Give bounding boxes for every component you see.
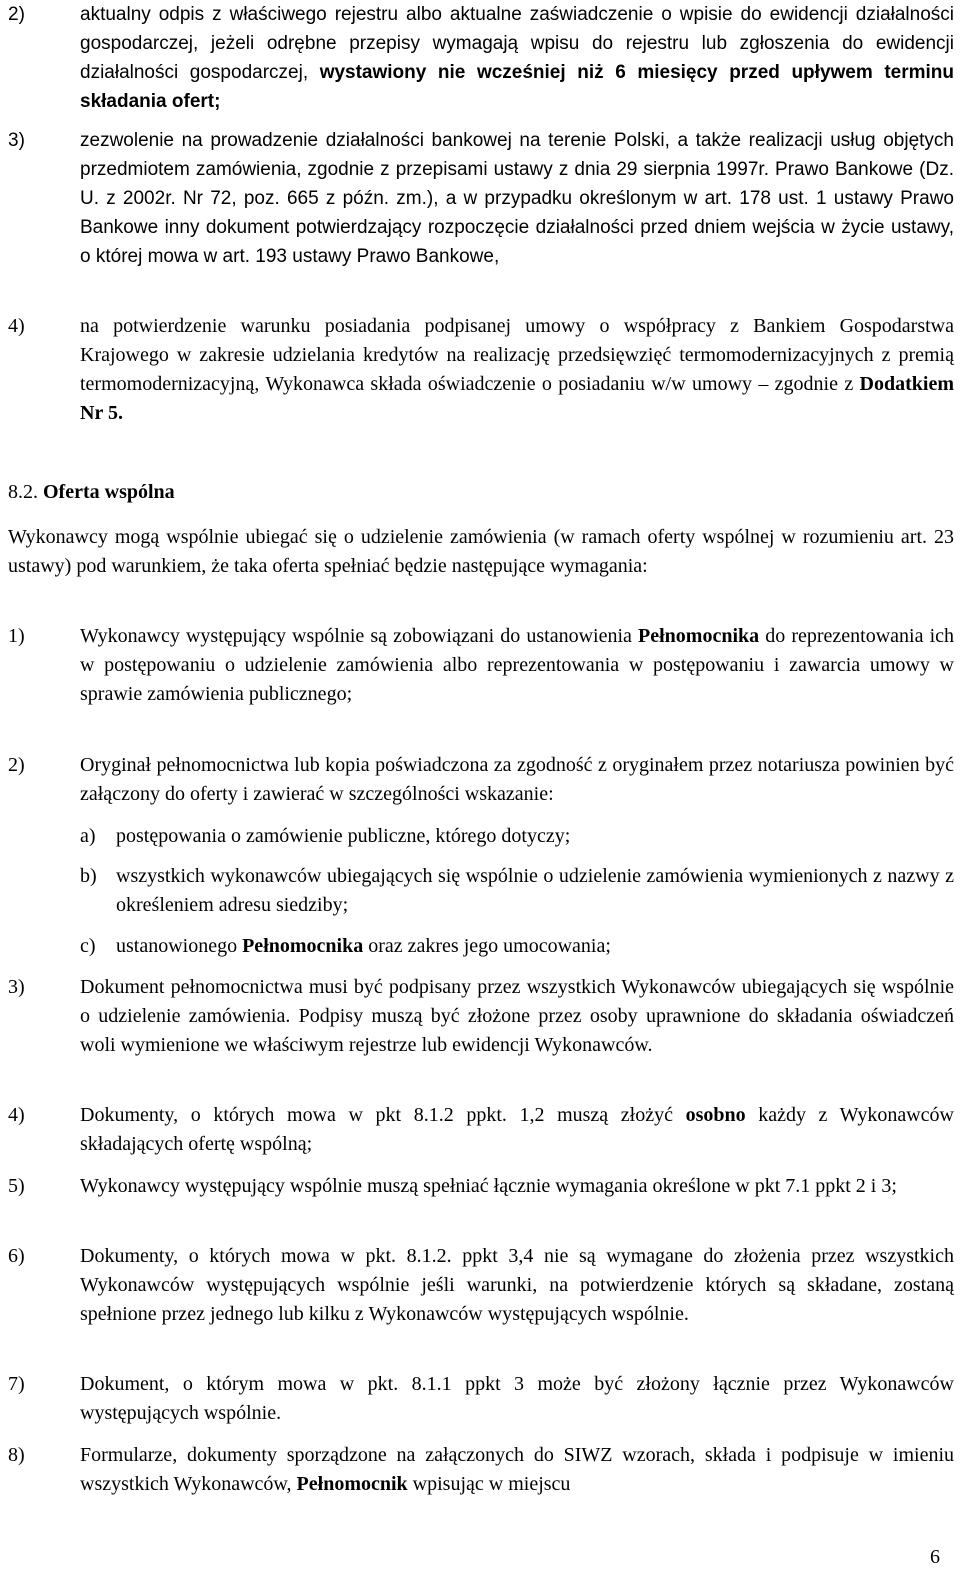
text-run: aktualny odpis z właściwego rejestru albo aktualne zaświadczenie o wpisie do ewidencji działalności gospodarczej, jeżeli odrębne przepisy wymagają wpisu do rejestru lub zgłoszenia do ewidencji działalności gospodarczej, bbox=[80, 4, 954, 83]
list-item-7 bbox=[8, 1370, 954, 1428]
sub-item-text bbox=[116, 932, 954, 961]
item-text: Dokument, o którym mowa w pkt. 8.1.1 ppkt 3 może być złożony łącznie przez Wykonawców występujących wspólnie. bbox=[80, 1373, 954, 1424]
item-text: Wykonawcy występujący wspólnie muszą spełniać łącznie wymagania określone w pkt 7.1 ppkt 2 i 3; bbox=[80, 1175, 897, 1197]
text-run: Formularze, dokumenty sporządzone na załączonych do SIWZ wzorach, składa i podpisuje w imieniu wszystkich Wykonawców, bbox=[80, 1444, 954, 1495]
item-number: 8) bbox=[8, 1444, 25, 1466]
item-text: Dokumenty, o których mowa w pkt. 8.1.2. ppkt 3,4 nie są wymagane do złożenia przez wszystkich Wykonawców występujących wspólnie jeśli warunki, na potwierdzenie których są składane, zostaną spełnione przez jednego lub kilku z Wykonawców występujących wspólnie. bbox=[80, 1245, 954, 1325]
text-run: do reprezentowania ich w postępowaniu o udzielenie zamówienia albo reprezentowania w postępowaniu i zawarcia umowy w sprawie zamówienia publicznego; bbox=[80, 625, 955, 705]
text-run: oraz zakres jego umocowania; bbox=[363, 935, 611, 957]
item-text bbox=[80, 0, 954, 116]
list-item-4-top bbox=[8, 312, 954, 428]
text-run-bold: Pełnomocnika bbox=[638, 625, 760, 647]
text-run: Dokumenty, o których mowa w pkt 8.1.2 ppkt. 1,2 muszą złożyć bbox=[80, 1104, 686, 1126]
item-number: 2) bbox=[8, 4, 25, 25]
item-text bbox=[80, 312, 954, 428]
list-item-2 bbox=[8, 751, 954, 809]
list-item-3 bbox=[8, 973, 954, 1060]
sub-item-text: postępowania o zamówienie publiczne, którego dotyczy; bbox=[116, 825, 571, 847]
item-number: 3) bbox=[8, 130, 25, 151]
text-run-bold: wystawiony nie wcześniej niż 6 miesięcy przed upływem terminu składania ofert; bbox=[80, 62, 955, 112]
item-number: 3) bbox=[8, 976, 25, 998]
text-run-bold: osobno bbox=[685, 1104, 746, 1126]
text-run: Wykonawcy występujący wspólnie są zobowiązani do ustanowienia bbox=[80, 625, 639, 647]
text-run: ustanowionego bbox=[116, 935, 243, 957]
item-number: 7) bbox=[8, 1373, 25, 1395]
text-run-bold: Dodatkiem Nr 5. bbox=[80, 373, 954, 424]
item-number: 4) bbox=[8, 315, 25, 337]
item-text bbox=[80, 622, 954, 709]
list-item-1 bbox=[8, 622, 954, 709]
item-number: 4) bbox=[8, 1104, 25, 1126]
page-number: 6 bbox=[930, 1546, 940, 1568]
list-item-3-top bbox=[8, 126, 954, 271]
item-text: Oryginał pełnomocnictwa lub kopia poświadczona za zgodność z oryginałem przez notariusza powinien być załączony do oferty i zawierać w szczególności wskazanie: bbox=[80, 754, 954, 805]
item-number: 5) bbox=[8, 1175, 25, 1197]
text-run-bold: Pełnomocnik bbox=[296, 1473, 408, 1495]
sub-item-a bbox=[80, 822, 954, 851]
item-number: 1) bbox=[8, 625, 25, 647]
item-number: 2) bbox=[8, 754, 25, 776]
sub-item-letter: a) bbox=[80, 825, 96, 847]
list-item-2-top bbox=[8, 0, 954, 116]
sub-item-b bbox=[80, 862, 954, 920]
sub-item-letter: b) bbox=[80, 865, 97, 887]
list-item-5 bbox=[8, 1172, 954, 1201]
section-intro: Wykonawcy mogą wspólnie ubiegać się o udzielenie zamówienia (w ramach oferty wspólnej w rozumieniu art. 23 ustawy) pod warunkiem, że taka oferta spełniać będzie następujące wymagania: bbox=[8, 526, 954, 577]
item-number: 6) bbox=[8, 1245, 25, 1267]
list-item-6 bbox=[8, 1242, 954, 1329]
text-run: na potwierdzenie warunku posiadania podpisanej umowy o współpracy z Bankiem Gospodarstwa Krajowego w zakresie udzielania kredytów na realizację przedsięwzięć termomodernizacyjnych z premią termomodernizacyjną, Wykonawca składa oświadczenie o posiadaniu w/w umowy – zgodnie z bbox=[80, 315, 954, 395]
sub-item-letter: c) bbox=[80, 935, 96, 957]
item-text: Dokument pełnomocnictwa musi być podpisany przez wszystkich Wykonawców ubiegających się wspólnie o udzielenie zamówienia. Podpisy muszą być złożone przez osoby uprawnione do składania oświadczeń woli wymienione we właściwym rejestrze lub ewidencji Wykonawców. bbox=[80, 976, 954, 1056]
section-number: 8.2. bbox=[8, 481, 38, 503]
text-run: każdy z Wykonawców składających ofertę wspólną; bbox=[80, 1104, 954, 1155]
item-text bbox=[80, 1101, 954, 1159]
list-item-4 bbox=[8, 1101, 954, 1159]
list-item-8 bbox=[8, 1441, 954, 1499]
text-run-bold: Pełnomocnika bbox=[242, 935, 364, 957]
sub-item-text: wszystkich wykonawców ubiegających się wspólnie o udzielenie zamówienia wymienionych z nazwy z określeniem adresu siedziby; bbox=[116, 865, 954, 916]
text-run: wpisując w miejscu bbox=[407, 1473, 571, 1495]
item-text: zezwolenie na prowadzenie działalności bankowej na terenie Polski, a także realizacji usług objętych przedmiotem zamówienia, zgodnie z przepisami ustawy z dnia 29 sierpnia 1997r. Prawo Bankowe (Dz. U. z 2002r. Nr 72, poz. 665 z późn. zm.), a w przypadku określonym w art. 178 ust. 1 ustawy Prawo Bankowe inny dokument potwierdzający rozpoczęcie działalności przed dniem wejścia w życie ustawy, o której mowa w art. 193 ustawy Prawo Bankowe, bbox=[80, 130, 954, 267]
section-title: Oferta wspólna bbox=[43, 481, 175, 503]
sub-item-c bbox=[80, 932, 954, 961]
item-text bbox=[80, 1441, 954, 1499]
